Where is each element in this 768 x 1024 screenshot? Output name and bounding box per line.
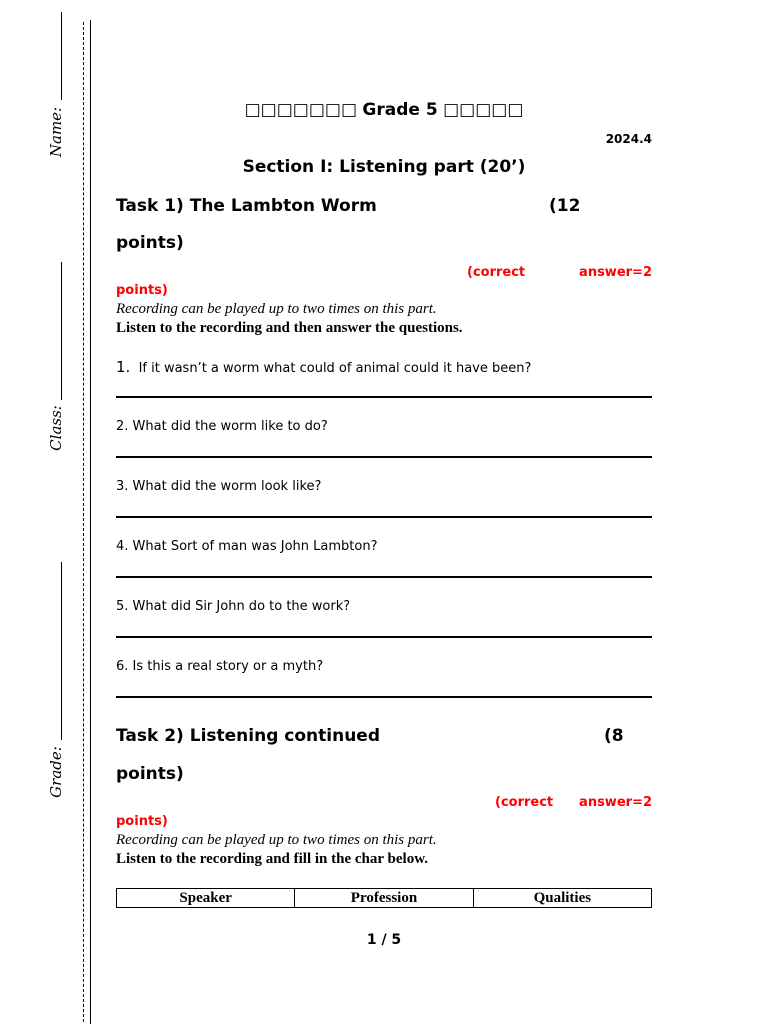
question-1 xyxy=(116,358,531,376)
title-grade: Grade 5 xyxy=(362,100,438,120)
class-label: Class: xyxy=(47,405,65,451)
section-heading: Section I: Listening part (20’) xyxy=(242,157,526,177)
task1-recording-note: Recording can be played up to two times on this part. xyxy=(116,301,437,317)
fold-dashed-line xyxy=(83,22,84,1022)
answer-line-1[interactable] xyxy=(116,396,652,398)
task2-heading xyxy=(116,726,652,746)
exam-date: 2024.4 xyxy=(605,132,652,146)
name-label: Name: xyxy=(47,106,65,158)
task1-title: Task 1) The Lambton Worm xyxy=(116,196,377,216)
task2-instruction: Listen to the recording and fill in the char below. xyxy=(116,851,428,867)
table-header-row xyxy=(117,889,652,908)
answer-line-3[interactable] xyxy=(116,516,652,518)
answer-line-5[interactable] xyxy=(116,636,652,638)
task2-scoring-answer: answer=2 xyxy=(579,795,652,810)
question-3: 3. What did the worm look like? xyxy=(116,479,322,494)
answer-line-2[interactable] xyxy=(116,456,652,458)
grade-fill-line xyxy=(61,562,62,740)
task1-heading xyxy=(116,196,652,216)
binding-margin xyxy=(0,0,100,1024)
question-6: 6. Is this a real story or a myth? xyxy=(116,659,324,674)
page-number: 1 / 5 xyxy=(366,932,402,948)
task2-scoring-points: points) xyxy=(116,814,168,829)
task2-points: (8 xyxy=(604,726,624,746)
task1-scoring-points: points) xyxy=(116,283,168,298)
profession-header: Profession xyxy=(295,889,473,908)
task1-scoring-correct: (correct xyxy=(467,265,526,280)
answer-line-6[interactable] xyxy=(116,696,652,698)
task2-points-unit: points) xyxy=(116,764,184,784)
answer-line-4[interactable] xyxy=(116,576,652,578)
task1-points: (12 xyxy=(549,196,581,216)
question-number: 1. xyxy=(116,358,131,376)
task1-scoring-answer: answer=2 xyxy=(579,265,652,280)
document-title xyxy=(116,100,652,120)
speaker-header: Speaker xyxy=(117,889,295,908)
question-5: 5. What did Sir John do to the work? xyxy=(116,599,351,614)
grade-label: Grade: xyxy=(47,746,65,798)
task2-title: Task 2) Listening continued xyxy=(116,726,381,746)
question-text: If it wasn’t a worm what could of animal could it have been? xyxy=(138,361,532,376)
title-suffix: □□□□□ xyxy=(443,100,524,120)
task2-recording-note: Recording can be played up to two times on this part. xyxy=(116,832,437,848)
name-fill-line xyxy=(61,12,62,100)
answer-table xyxy=(116,888,652,908)
task2-scoring-correct: (correct xyxy=(495,795,554,810)
qualities-header: Qualities xyxy=(473,889,651,908)
question-4: 4. What Sort of man was John Lambton? xyxy=(116,539,378,554)
fold-solid-line xyxy=(90,20,91,1024)
task1-points-unit: points) xyxy=(116,233,184,253)
task1-instruction: Listen to the recording and then answer the questions. xyxy=(116,320,463,336)
class-fill-line xyxy=(61,262,62,400)
question-2: 2. What did the worm like to do? xyxy=(116,419,328,434)
title-prefix: □□□□□□□ xyxy=(244,100,358,120)
